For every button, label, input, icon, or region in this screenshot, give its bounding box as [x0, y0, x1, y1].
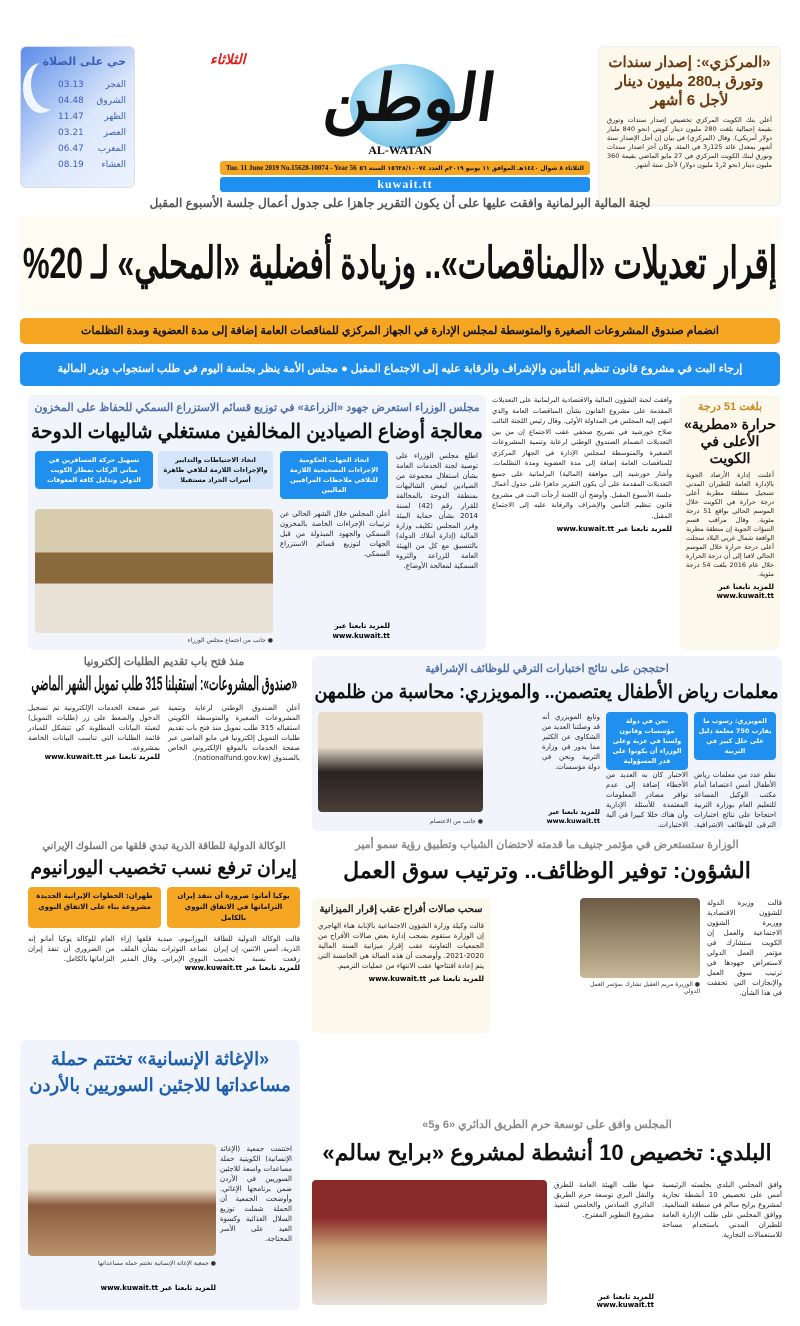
- iran-story: [28, 840, 300, 1020]
- shoun-body: قالت وزيرة الدولة للشؤون الاقتصادية ووزيرة الشؤون الاجتماعية والعمل إن الكويت ستشارك في مؤتمر العمل الدولي لاستعراض جهودها في ترتيب سوق العمل والإنجازات التي تحققت في هذا الشأن.: [707, 899, 782, 997]
- fund-more-link[interactable]: للمزيد تابعنا عبر www.kuwait.tt: [44, 753, 160, 761]
- fishing-body: اطلع مجلس الوزراء على توصية لجنة الخدمات العامة بشأن استغلال مجموعة من الصيادين لبعض الشاليهات بمنطقة الدوحة بالمخالفة للقرار رقم (42) لسنة 2014 بشأن حماية البيئة وقرر المجلس تكليف وزارة المالية (إدارة أملاك الدولة) بالتنسيق مع كل من الهيئة العامة للزراعة والثروة السمكية لمعالجة الأوضاع.: [396, 452, 478, 570]
- prayer-time: 06.47: [58, 144, 84, 154]
- weather-headline[interactable]: حرارة «مطرية» الأعلى في الكويت: [684, 416, 776, 466]
- teachers-kicker-line: [312, 662, 782, 676]
- wedding-halls-headline[interactable]: سحب صالات أفراح عقب إقرار الميزانية: [319, 904, 483, 915]
- prayer-row: [58, 125, 126, 141]
- weather-box: [680, 395, 780, 650]
- fishing-tag: اتخاذ الاحتياطات والتدابير والإجراءات اللازمة لتلافي ظاهرة أسراب الجراد مستقبلا: [158, 451, 273, 489]
- prayer-name: الفجر: [105, 80, 126, 90]
- prayer-time: 04.48: [58, 96, 84, 106]
- baladi-kicker: المجلس وافق على توسعة حرم الطريق الدائري «6 و5»: [422, 1119, 672, 1131]
- teachers-story: [312, 656, 782, 831]
- council-session-photo: [312, 1180, 547, 1305]
- teachers-body-3: وتابع المويزري أنه قد وصلتنا العديد من الشكاوى عن الكثير مما يدور في وزارة التربية ونحن في دولة مؤسسات.: [542, 713, 600, 771]
- iran-tag: يوكيا أمانو: ضرورة أن تنفذ إيران التزاماتها في الاتفاق النووي بالكامل: [167, 887, 300, 928]
- sit-in-photo: [318, 712, 483, 812]
- baladi-headline-line: [312, 1138, 782, 1168]
- logo[interactable]: الوطن: [319, 61, 501, 136]
- fund-kicker: منذ فتح باب تقديم الطلبات إلكترونيا: [83, 656, 245, 668]
- prayer-time: 03.21: [58, 128, 84, 138]
- weather-body: أعلنت إدارة الأرصاد الجوية بالإدارة العامة للطيران المدني تسجيل منطقة مطربة أعلى درجة حرارة في الكويت خلال الموسم الحالي بواقع 51 درجة مئوية. وقال مراقب قسم التنبؤات الجوية إن منطقة مطربة الواقعة شمال غربي البلاد سجلت أعلى درجة حرارة خلال الموسم الحالي لافتا إلى أن درجة الحرارة خلال عام 2016 بلغت 54 درجة مئوية.: [686, 471, 774, 578]
- relief-caption: ● جمعية الإغاثة الإنسانية تختتم حملة مساعداتها: [98, 1260, 216, 1267]
- shoun-caption: ● الوزيرة مريم العقيل تشارك بمؤتمر العمل الدولي: [589, 981, 700, 995]
- teachers-kicker: احتججن على نتائج اختبارات الترقي للوظائف الإشرافية: [425, 663, 669, 675]
- prayer-name: الظهر: [104, 112, 126, 122]
- main-kicker: لجنة المالية البرلمانية وافقت عليها على أن يكون التقرير جاهزا على جدول أعمال جلسة الأسبوع المقبل: [149, 196, 651, 210]
- main-headline[interactable]: إقرار تعديلات «المناقصات».. وزيادة أفضلية «المحلي» لـ 20%: [22, 239, 778, 288]
- wedding-halls-body: قالت وكيلة وزارة الشؤون الاجتماعية بالإنابة هناء الهاجري إن الوزارة ستقوم بسحب إدارة بعض صالات الأفراح من الجمعيات التعاونية عقب إقرار ميزانية السنة المالية 2020-2021. وأوضحت أن هذه الصالة هي الخامسة التي يتم إعادة افتتاحها عقب الانتهاء من عمليات الترميم.: [318, 922, 484, 970]
- iran-more-link[interactable]: للمزيد تابعنا عبر www.kuwait.tt: [184, 964, 300, 972]
- prayer-time: 11.47: [58, 112, 84, 122]
- prayer-row: [58, 77, 126, 93]
- fishing-headline[interactable]: معالجة أوضاع الصيادين المخالفين مستغلي شاليهات الدوحة: [31, 421, 483, 443]
- fund-body-2: عبر صفحة الخدمات الإلكترونية تم تسجيل الدخول والضغط على زر (طلبات التمويل) لتعبئة البيانات المطلوبة كي تتشكل للمبادر قائمة الطلبات التي تناسب البيانات الخاصة بمشروعه.: [28, 704, 160, 752]
- iran-kicker-line: [28, 840, 300, 853]
- relief-story: [20, 1040, 300, 1310]
- main-body: وافقت لجنة الشؤون المالية والاقتصادية البرلمانية على التعديلات المقدمة على مشروع القانون بشأن المناقصات العامة والذي انتهى إليه المجلس في المداولة الأولى. وقال رئيس اللجنة النائب صلاح خورشيد في تصريح صحفي عقب الاجتماع إن من بين التعديلات انضمام الصندوق الوطني لرعاية وتنمية المشروعات الصغيرة والمتوسطة لمجلس الإدارة في الجهاز المركزي للمناقصات العامة إضافة إلى مدة العضوية ومدة التظلمات. وأشار خورشيد إلى موافقة (المالية) البرلمانية على جميع التعديلات المقدمة على أن يكون التقرير جاهزا على جدول أعمال جلسة الأسبوع المقبل. وأوضح أن اللجنة أرجأت البت في مشروع قانون تنظيم التأمين والإشراف والرقابة عليه إلى الاجتماع المقبل.: [492, 396, 672, 520]
- prayer-name: العشاء: [101, 160, 126, 170]
- baladi-more-link[interactable]: للمزيد تابعنا عبر www.kuwait.tt: [596, 1293, 654, 1309]
- blue-subheadline-bar: [20, 352, 780, 386]
- relief-headline[interactable]: «الإغاثة الإنسانية» تختتم حملة مساعداتها للاجئين السوريين بالأردن: [29, 1049, 291, 1095]
- relief-more-link[interactable]: للمزيد تابعنا عبر www.kuwait.tt: [100, 1284, 216, 1292]
- prayer-name: المغرب: [97, 144, 126, 154]
- teachers-headline-line: [312, 680, 782, 706]
- dateline-arabic: الثلاثاء ٨ شوال ١٤٤٠هـ الموافق ١١ يونيو ٢٠١٩م العدد ١٥٦٢٨/١٠٠٧٤ السنة ٥٦: [359, 164, 584, 172]
- shoun-kicker-line: [312, 838, 782, 852]
- prayer-title: حي على الصلاة: [42, 55, 126, 68]
- shoun-more-link[interactable]: للمزيد تابعنا عبر www.kuwait.tt: [368, 975, 484, 983]
- prayer-name: العصر: [103, 128, 126, 138]
- prayer-row: [58, 93, 126, 109]
- baladi-body-2: منها طلب الهيئة العامة للطرق والنقل البري توسعة حرم الطريق الدائري السادس والخامس لتنفيذ مشروع التطوير المقترح.: [554, 1181, 654, 1219]
- weather-kicker: بلغت 51 درجة: [697, 401, 763, 413]
- logo-english: AL-WATAN: [368, 143, 432, 157]
- shoun-headline-line: [312, 856, 782, 886]
- main-headline-band: [20, 216, 780, 312]
- weather-more-link[interactable]: للمزيد تابعنا عبر www.kuwait.tt: [716, 583, 774, 600]
- iran-kicker: الوكالة الدولية للطاقة الذرية تبدي قلقها من السلوك الإيراني: [42, 841, 286, 852]
- refugees-photo: [28, 1144, 216, 1256]
- teachers-more-link[interactable]: للمزيد تابعنا عبر www.kuwait.tt: [546, 808, 600, 825]
- site-link[interactable]: kuwait.tt: [220, 177, 590, 192]
- shoun-headline[interactable]: الشؤون: توفير الوظائف.. وترتيب سوق العمل: [343, 858, 751, 883]
- blue-bar-item-1: إرجاء البت في مشروع قانون تنظيم التأمين والإشراف والرقابة عليه إلى الاجتماع المقبل: [350, 363, 743, 375]
- dateline-english: Tue. 11 June 2019 No.15628-10074 - Year 56: [226, 164, 357, 172]
- shoun-kicker: الوزارة ستستعرض في مؤتمر جنيف ما قدمته لاحتضان الشباب وتطبيق رؤية سمو أمير: [355, 839, 739, 851]
- prayer-row: [58, 157, 126, 173]
- iran-body: قالت الوكالة الدولية للطاقة الذرية، أمس الاثنين، إن إيران رفعت نسبة تخصيب اليورانيوم، مبدية قلقها إزاء تصاعد التوترات بشأن الملف النووي الإيراني. وقال المدير العام للوكالة يوكيا أمانو إنه من الضروري أن تنفذ إيران التزاماتها بالكامل.: [28, 935, 300, 963]
- fund-body: أعلن الصندوق الوطني لرعاية وتنمية المشروعات الصغيرة والمتوسطة الكويتي استقباله 315 طلب تمويل منذ فتح باب تقديم طلبات التمويل إلكترونيا في مايو الماضي عبر صفحة الخدمات بالموقع الإلكتروني الخاص بالصندوق (nationalfund.gov.kw).: [168, 704, 300, 762]
- fishing-kicker: مجلس الوزراء استعرض جهود «الزراعة» في توزيع قسائم الاستزراع السمكي للحفاظ على المخزون: [34, 402, 480, 414]
- baladi-body: وافق المجلس البلدي بجلسته الرئيسية أمس على تخصيص 10 أنشطة تجارية لمشروع برايح سالم في منطقة السالمية. ووافق المجلس على طلب الإدارة العامة للطيران المدني باستخدام مساحة للاستعمالات التجارية.: [662, 1181, 782, 1239]
- minister-photo: [580, 898, 700, 978]
- central-bank-box: [598, 46, 781, 206]
- wedding-halls-box: [312, 898, 490, 1033]
- prayer-name: الشروق: [96, 96, 126, 106]
- iran-headline[interactable]: إيران ترفع نسب تخصيب اليورانيوم: [30, 858, 298, 879]
- fund-headline-line: [28, 672, 300, 698]
- masthead: [210, 46, 590, 208]
- main-more-link[interactable]: للمزيد تابعنا عبر www.kuwait.tt: [556, 525, 672, 533]
- teachers-body: نظم عدد من معلمات رياض الأطفال أمس اعتصاما أمام مكتب الوكيل المساعد للتعليم العام بوزارة التربية احتجاجا على نتائج اختبارات الترقي للوظائف الإشرافية.: [694, 771, 776, 828]
- main-kicker-line: [20, 196, 780, 210]
- fishing-tag: تسهيل حركة المسافرين في مباني الركاب بمطار الكويت الدولي وتذليل كافة المعوقات: [35, 451, 153, 489]
- bullet-dot-icon: ●: [341, 363, 348, 375]
- fund-headline[interactable]: «صندوق المشروعات»: استقبلنا 315 طلب تمويل الشهر الماضي: [31, 674, 297, 695]
- fishing-story: [28, 395, 486, 650]
- teachers-body-2: الاختبار كان به العديد من الأخطاء إضافة إلى عدم توافر مصادر المعلومات المعتمدة للأسئلة الإدارية وأن هناك خللا كبيرا في آلية الاختبارات.: [606, 771, 688, 828]
- blue-bar-item-2: مجلس الأمة ينظر بجلسة اليوم في طلب استجواب وزير المالية: [57, 363, 339, 375]
- central-bank-body: أعلن بنك الكويت المركزي تخصيص إصدار سندات وتورق بقيمة إجمالية بلغت 280 مليون دينار كويتي (نحو 840 مليار دولار أمريكي). وقال (المركزي) في بيان إن أجل الإصدار ستة أشهر بمعدل عائد 125ر3 في المئة. وكان آخر اصدار سندات وتورق لبنك الكويت المركزي في 27 مايو الماضي بقيمة 360 مليون دينار (نحو 2ر1 مليون دولار) لأجل ستة أشهر.: [607, 116, 772, 169]
- blue-bar-content: [58, 352, 743, 386]
- iran-tag: طهران: الخطوات الإيرانية الجديدة مشروعة بناء على الاتفاق النووي: [28, 887, 161, 928]
- shoun-story: [312, 838, 782, 1033]
- prayer-times-box: [20, 46, 135, 188]
- prayer-row: [58, 141, 126, 157]
- fishing-caption: ● جانب من اجتماع مجلس الوزراء: [187, 637, 273, 644]
- central-bank-headline[interactable]: «المركزي»: إصدار سندات وتورق بـ280 مليون دينار لأجل 6 أشهر: [608, 54, 771, 109]
- teachers-caption: ● جانب من الاعتصام: [429, 818, 483, 825]
- prayer-times-list: [58, 77, 126, 173]
- orange-subheadline: انضمام صندوق المشروعات الصغيرة والمتوسطة لمجلس الإدارة في الجهاز المركزي للمناقصات العامة إضافة إلى مدة العضوية ومدة التظلمات: [81, 325, 719, 337]
- teachers-headline[interactable]: معلمات رياض الأطفال يعتصمن.. والمويزري: محاسبة من ظلمهن: [314, 682, 780, 703]
- orange-subheadline-bar: [20, 318, 780, 344]
- dateline-bar: [220, 161, 590, 175]
- baladi-story: [312, 1118, 782, 1313]
- baladi-kicker-line: [312, 1118, 782, 1132]
- teachers-tag: المويزري: رسوب ما يقارب 750 معلمة دليل على خلل كبير في التربية: [694, 712, 776, 760]
- fishing-tag: اتخاذ الجهات الحكومية الإجراءات التصحيحية اللازمة للتلافي ملاحظات المراقبين الماليين: [280, 451, 388, 499]
- day-label: الثلاثاء: [210, 52, 246, 68]
- prayer-time: 08.19: [58, 160, 84, 170]
- fishing-kicker-line: [28, 401, 486, 415]
- baladi-headline[interactable]: البلدي: تخصيص 10 أنشطة لمشروع «برايح سالم»: [322, 1140, 772, 1165]
- iran-headline-line: [28, 857, 300, 881]
- fishing-body-2: أعلن المجلس خلال الشهر الحالي عن ترتيبات الإجراءات الخاصة بالمخزون السمكي والجهود المبذولة من قبل الجهات لتوزيع قسائم الاستزراع السمكي.: [280, 510, 390, 558]
- teachers-tag: نحن في دولة مؤسسات وقانون ولسنا في عزبة وعلى الوزراء أن يكونوا على قدر المسؤولية: [606, 712, 688, 770]
- fishing-more-link[interactable]: للمزيد تابعنا عبر www.kuwait.tt: [332, 622, 390, 640]
- fund-story: [28, 655, 300, 830]
- cabinet-meeting-photo: [35, 509, 273, 633]
- main-body-column: [492, 395, 672, 650]
- relief-body: اختتمت جمعية (الإغاثة الإنسانية) الكويتية حملة مساعدات واسعة للاجئين السوريين في الأردن ضمن برنامجها الإغاثي. وأوضحت الجمعية أن الحملة شملت توزيع السلال الغذائية وكسوة العيد على الأسر المحتاجة.: [220, 1145, 292, 1243]
- prayer-time: 03.13: [58, 80, 84, 90]
- prayer-row: [58, 109, 126, 125]
- fishing-headline-line: [28, 419, 486, 445]
